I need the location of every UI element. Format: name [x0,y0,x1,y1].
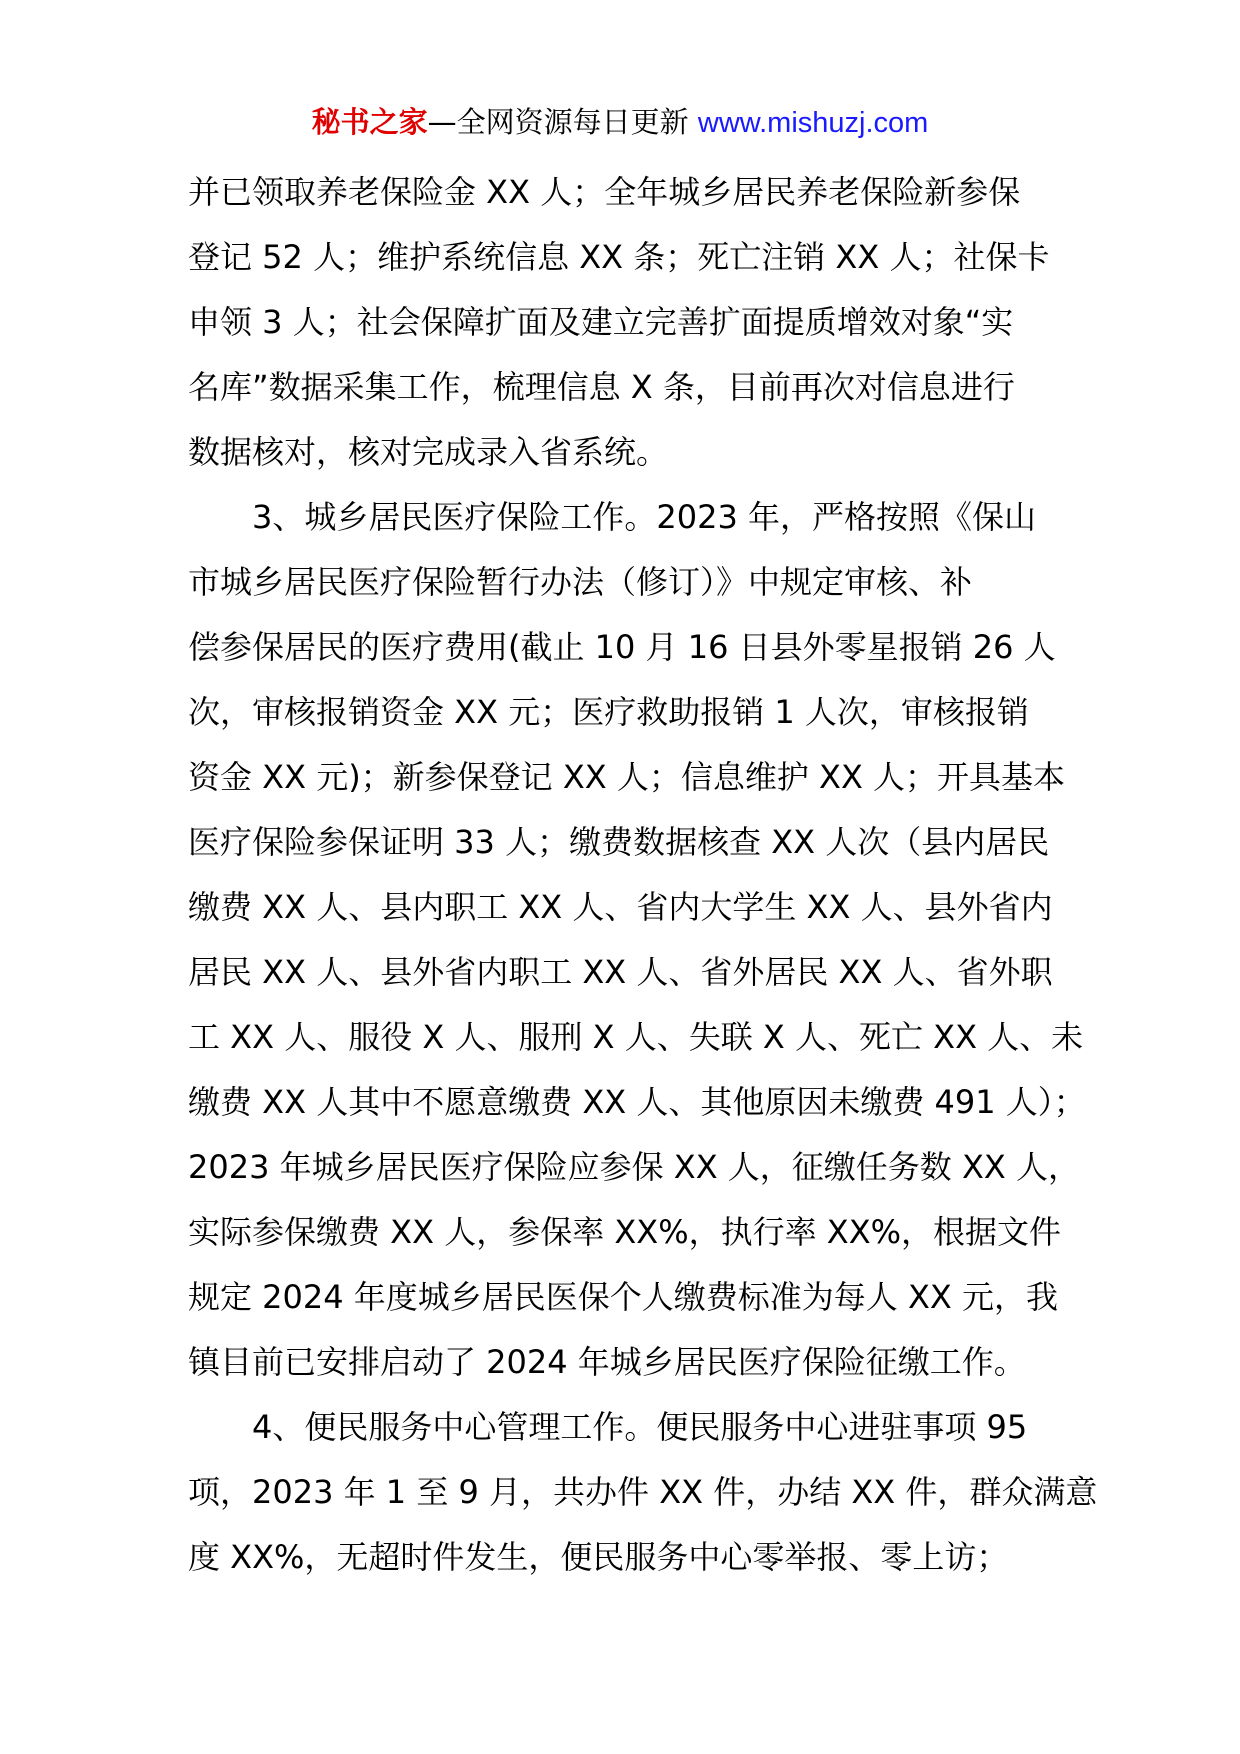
text-line: 申领 3 人；社会保障扩面及建立完善扩面提质增效对象“实 [188,303,1014,341]
section-4-heading-line: 4、便民服务中心管理工作。便民服务中心进驻事项 95 [252,1408,1028,1446]
text-line: 并已领取养老保险金 XX 人；全年城乡居民养老保险新参保 [188,173,1021,211]
text-line: 镇目前已安排启动了 2024 年城乡居民医疗保险征缴工作。 [188,1343,1026,1381]
page-header [0,100,1240,145]
text-line: 缴费 XX 人其中不愿意缴费 XX 人、其他原因未缴费 491 人）； [188,1083,1086,1121]
text-line: 登记 52 人；维护系统信息 XX 条；死亡注销 XX 人；社保卡 [188,238,1050,276]
text-line: 资金 XX 元)；新参保登记 XX 人；信息维护 XX 人；开具基本 [188,758,1066,796]
text-line: 项，2023 年 1 至 9 月，共办件 XX 件，办结 XX 件，群众满意 [188,1473,1098,1511]
text-line: 数据核对，核对完成录入省系统。 [188,433,669,471]
text-line: 工 XX 人、服役 X 人、服刑 X 人、失联 X 人、死亡 XX 人、未 [188,1018,1084,1056]
text-line: 缴费 XX 人、县内职工 XX 人、省内大学生 XX 人、县外省内 [188,888,1053,926]
text-line: 名库”数据采集工作，梳理信息 X 条，目前再次对信息进行 [188,368,1015,406]
site-brand: 秘书之家 [311,105,428,139]
text-line: 市城乡居民医疗保险暂行办法（修订）》中规定审核、补 [188,563,973,601]
text-line: 次，审核报销资金 XX 元；医疗救助报销 1 人次，审核报销 [188,693,1029,731]
text-line: 偿参保居民的医疗费用(截止 10 月 16 日县外零星报销 26 人 [188,628,1056,666]
text-line: 2023 年城乡居民医疗保险应参保 XX 人，征缴任务数 XX 人， [188,1148,1080,1186]
text-line: 规定 2024 年度城乡居民医保个人缴费标准为每人 XX 元，我 [188,1278,1058,1316]
site-slogan: —全网资源每日更新 [427,105,698,139]
text-line: 医疗保险参保证明 33 人；缴费数据核查 XX 人次（县内居民 [188,823,1050,861]
text-line: 度 XX%，无超时件发生，便民服务中心零举报、零上访； [188,1538,1009,1576]
site-url-link[interactable]: www.mishuzj.com [697,107,929,139]
document-body [188,160,1098,1590]
text-line: 居民 XX 人、县外省内职工 XX 人、省外居民 XX 人、省外职 [188,953,1053,991]
section-3-heading-line: 3、城乡居民医疗保险工作。2023 年，严格按照《保山 [252,498,1036,536]
text-line: 实际参保缴费 XX 人，参保率 XX%，执行率 XX%，根据文件 [188,1213,1062,1251]
